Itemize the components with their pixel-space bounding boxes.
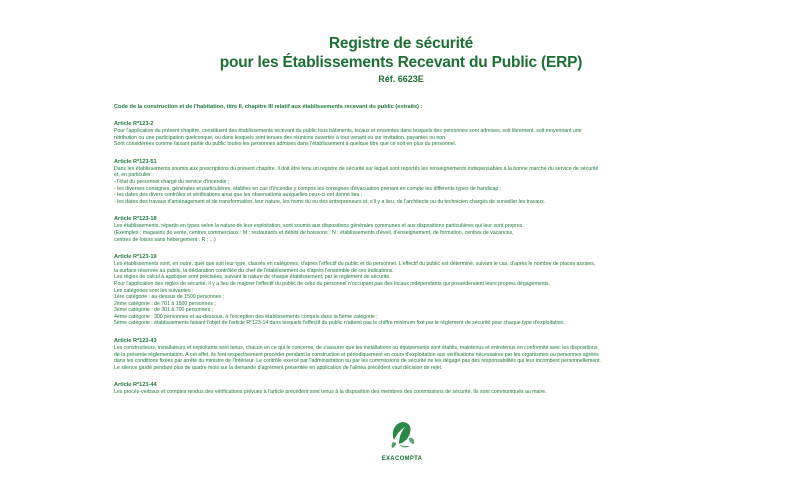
article-line: 3ème catégorie : de 301 à 700 personnes ; xyxy=(114,307,213,314)
article-block xyxy=(114,121,688,148)
article-title: Article R*123-18 xyxy=(114,216,157,223)
document xyxy=(114,30,688,396)
article-line: - les dates des travaux d'aménagement et de transformation, leur nature, les noms du ou des entrepreneurs et, s'il y a lieu, de l'architecte ou du technicien chargés de surveiller les travaux. xyxy=(114,198,546,205)
article-line: - les diverses consignes, générales et particulières, établies en cas d'incendie y compris les consignes d'évacuation prenant en compte les différents types de handicap ; xyxy=(114,185,502,192)
article-line: - les dates des divers contrôles et vérifications ainsi que les observations auxquelles ceux-ci ont donné lieu ; xyxy=(114,192,363,199)
article-line: (Exemples : magasins de vente, centres commerciaux : M ; restaurants et débits de boissons : N ; établissements d'éveil, d'enseignement, de formation, centres de vacances, xyxy=(114,229,514,236)
page-title: Registre de sécurité xyxy=(328,35,474,52)
article-line: 4ème catégorie : 300 personnes et au-dessous, à l'exception des établissements compris dans la 5ème catégorie ; xyxy=(114,313,378,320)
article-line: dans les conditions fixées par arrêté du ministre de l'Intérieur. Le contrôle exercé par l'administration ou par les commissions de sécurité ne les dégage pas des responsabilités qui leur incombent personnellement. xyxy=(114,358,601,365)
article-title: Article R*123-19 xyxy=(114,254,157,261)
article-title: Article R*123-44 xyxy=(114,382,157,389)
article-title: Article R*123-51 xyxy=(114,158,157,165)
article-line: Pour l'application des règles de sécurité, il y a lieu de majorer l'effectif du public de celui du personnel n'occupant pas des locaux indépendants qui posséderaient leurs propres dégagements. xyxy=(114,280,551,287)
article-line: Les procès-verbaux et comptes rendus des vérifications prévues à l'article précédent sont tenus à la disposition des membres des commissions de sécurité. Ils sont communiqués au maire. xyxy=(114,389,547,396)
article-line: 5ème catégorie : établissements faisant l'objet de l'article R*123-14 dans lesquels l'effectif du public n'atteint pas le chiffre minimum fixé par le règlement de sécurité pour chaque type d'exploitation. xyxy=(114,320,565,327)
article-line: 1ère catégorie : au-dessus de 1500 personnes ; xyxy=(114,294,225,301)
article-line: Les constructeurs, installateurs et exploitants sont tenus, chacun en ce qui le concerne, de s'assurer que les installations ou équipements sont établis, maintenus et entretenus en conformité avec les dispositions xyxy=(114,345,598,352)
article-line: 2ème catégorie : de 701 à 1500 personnes ; xyxy=(114,300,216,307)
article-block xyxy=(114,254,688,327)
article-block xyxy=(114,159,688,206)
title-block xyxy=(114,34,688,84)
article-title: Article R*123-43 xyxy=(114,338,157,345)
article-line: Les établissements, répartis en types selon la nature de leur exploitation, sont soumis aux dispositions générales communes et aux dispositions particulières qui leur sont propres. xyxy=(114,223,524,230)
article-line: rétribution ou une participation quelconque, ou dans lesquels sont tenues des réunions ouvertes à tout venant ou sur invitation, payantes ou non. xyxy=(114,134,447,141)
page-subtitle: pour les Établissements Recevant du Public (ERP) xyxy=(219,54,583,71)
article-line: - l'état du personnel chargé du service d'incendie ; xyxy=(114,178,230,185)
exacompta-leaf-logo-icon xyxy=(385,420,419,450)
exacompta-logo xyxy=(372,420,432,462)
article-line: Les règles de calcul à appliquer sont précisées, suivant la nature de chaque établissement, par le règlement de sécurité. xyxy=(114,274,391,281)
article-line: et, en particulier : xyxy=(114,172,154,179)
article-title: Article R*123-2 xyxy=(114,121,154,127)
article-block xyxy=(114,216,688,243)
article-line: Sont considérées comme faisant partie du public toutes les personnes admises dans l'établissement à quelque titre que ce soit en plus du personnel. xyxy=(114,141,457,148)
articles-list xyxy=(114,121,688,396)
article-line: Le silence gardé pendant plus de quatre mois sur la demande d'agrément présentée en application de l'alinéa précédent vaut décision de rejet. xyxy=(114,364,443,371)
article-line: la surface réservée au public, la déclaration contrôlée du chef de l'établissement ou d'après l'ensemble de ces indications. xyxy=(114,267,394,274)
article-line: Pour l'application du présent chapitre, constituent des établissements recevant du public tous bâtiments, locaux et enceintes dans lesquels des personnes sont admises, soit librement, soit moyennant une xyxy=(114,128,582,134)
article-block xyxy=(114,382,688,396)
article-line: de la présente réglementation. A cet effet, ils font respectivement procéder pendant la construction et périodiquement en cours d'exploitation aux vérifications nécessaires par les organismes ou personnes agréés xyxy=(114,351,599,358)
intro-text: Code de la construction et de l'habitation, titre II, chapitre III relatif aux établissements recevant du public (extraits) : xyxy=(114,104,423,110)
brand-name: EXACOMPTA xyxy=(381,456,423,462)
article-line: Les établissements sont, en outre, quel que soit leur type, classés en catégories, d'après l'effectif du public et du personnel. L'effectif du public est déterminé, suivant le cas, d'après le nombre de places assises, xyxy=(114,261,596,268)
article-line: Dans les établissements soumis aux prescriptions du présent chapitre, il doit être tenu un registre de sécurité sur lequel sont reportés les renseignements indispensables à la bonne marche du service de sécurité xyxy=(114,165,599,172)
article-line: Les catégories sont les suivantes : xyxy=(114,287,194,294)
article-block xyxy=(114,338,688,371)
reference-number: Réf. 6623E xyxy=(378,74,424,84)
article-line: centres de loisirs sans hébergement : R ; ...) xyxy=(114,236,216,243)
